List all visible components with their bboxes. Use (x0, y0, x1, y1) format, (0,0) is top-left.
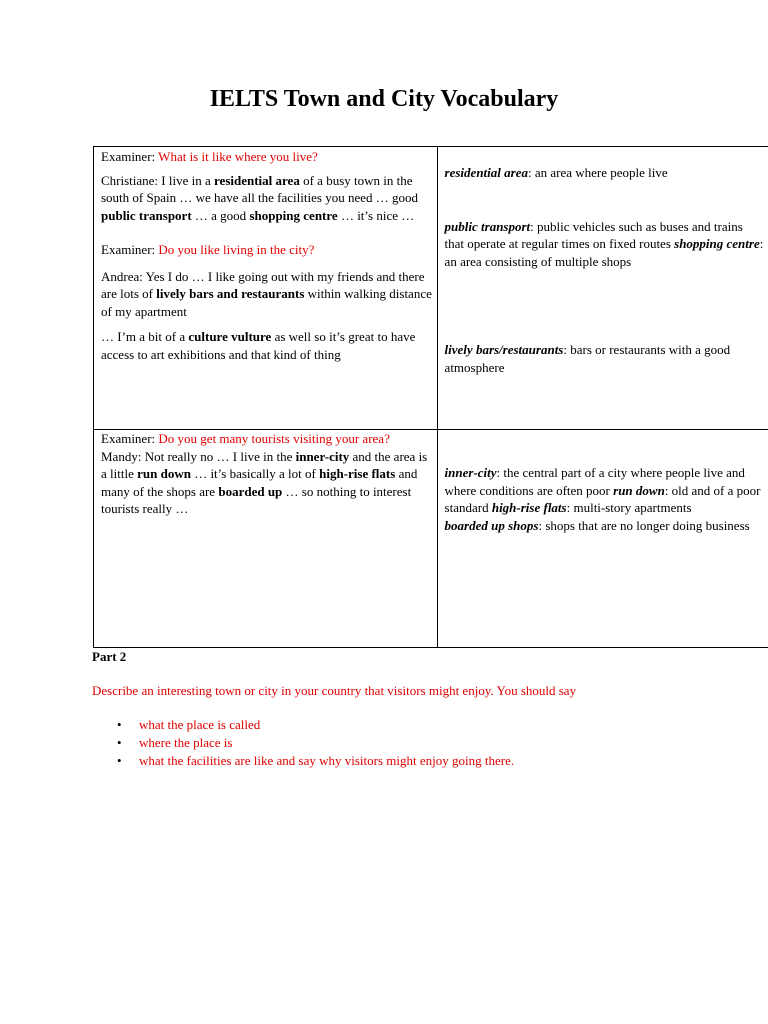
answer-text: … I’m a bit of a (101, 329, 189, 344)
bullet-icon: • (117, 735, 122, 750)
examiner-question (101, 148, 437, 166)
table-row (94, 147, 768, 430)
page-title (0, 86, 768, 113)
answer-text: Andrea: Yes I do … I like going out with my friends and there are lots of (101, 268, 425, 301)
definition-term: inner-city (444, 465, 497, 480)
answer-text: of a busy town in the south of Spain … we have all the facilities you need … good (101, 172, 418, 205)
answer-text: within walking distance of my apartment (101, 286, 432, 319)
candidate-answer (101, 172, 437, 225)
question-text: Do you like living in the city? (158, 242, 315, 257)
speaker-label: Examiner: (101, 242, 159, 257)
definition-term: shopping centre (674, 236, 760, 251)
definition (445, 218, 765, 271)
page-title-text: IELTS Town and City Vocabulary (209, 86, 559, 112)
table-row (94, 430, 768, 648)
question-text: What is it like where you live? (158, 149, 318, 164)
definition-term: lively bars/restaurants (444, 342, 564, 357)
list-item (92, 716, 514, 734)
list-item-text: where the place is (139, 735, 233, 750)
definition (445, 164, 768, 182)
vocab-term: residential area (214, 172, 300, 188)
candidate-answer (101, 328, 437, 363)
bullet-icon: • (117, 717, 122, 732)
speaker-label: Examiner: (101, 431, 159, 446)
answer-text: … so nothing to interest tourists really … (101, 483, 412, 516)
vocab-term: high-rise flats (319, 466, 396, 481)
definitions-cell (437, 147, 768, 430)
definition-term: high-rise flats (491, 500, 567, 515)
answer-text: … it’s nice … (337, 207, 415, 223)
vocab-term: lively bars and restaurants (156, 286, 305, 301)
definition-text: : public vehicles such as buses and trains that operate at regular times on fixed routes (444, 218, 743, 251)
part2-heading: Part 2 (92, 649, 127, 664)
answer-text: and many of the shops are (101, 466, 418, 499)
answer-text: and the area is a little (101, 448, 428, 481)
vocab-term: inner-city (295, 448, 350, 464)
definition-text: : an area consisting of multiple shops (444, 236, 764, 269)
answer-text: … it’s basically a lot of (190, 466, 320, 481)
definition (445, 517, 768, 535)
definition-text: : old and of a poor standard (444, 482, 761, 515)
examiner-question (101, 241, 437, 259)
definition-term: run down (613, 482, 665, 498)
answer-text: Mandy: Not really no … I live in the (101, 448, 296, 464)
definition-text: : the central part of a city where people live and where conditions are often poor (444, 465, 745, 498)
list-item (92, 752, 514, 770)
list-item-text: what the facilities are like and say why visitors might enjoy going there. (139, 753, 515, 768)
definition-term: boarded up shops (444, 517, 539, 533)
speaker-label: Examiner: (101, 149, 159, 164)
vocab-term: public transport (101, 207, 192, 223)
definition-term: public transport (444, 218, 531, 234)
definition-text: : shops that are no longer doing business (538, 517, 750, 533)
definition-text: : multi-story apartments (566, 500, 692, 515)
examiner-question (101, 430, 437, 448)
bullet-icon: • (117, 753, 122, 768)
part2-bullet-list (92, 716, 514, 770)
answer-text: as well so it’s great to have access to art exhibitions and that kind of thing (101, 329, 416, 362)
list-item-text: what the place is called (139, 717, 261, 732)
vocab-term: run down (137, 466, 191, 481)
definition (445, 464, 768, 517)
definition (445, 341, 765, 376)
dialogue-cell (94, 430, 438, 648)
candidate-answer (101, 448, 437, 518)
candidate-answer (101, 268, 437, 321)
answer-text: … a good (191, 207, 250, 223)
definitions-cell (437, 430, 768, 648)
definition-term: residential area (444, 165, 528, 180)
part2-prompt: Describe an interesting town or city in your country that visitors might enjoy. You should say (92, 683, 577, 698)
dialogue-cell (94, 147, 438, 430)
answer-text: Christiane: I live in a (101, 172, 215, 188)
vocab-term: boarded up (218, 483, 283, 499)
vocabulary-table (93, 146, 768, 648)
definition-text: : bars or restaurants with a good atmosphere (444, 342, 731, 375)
vocab-term: culture vulture (188, 329, 272, 344)
definition-text: : an area where people live (527, 165, 668, 180)
list-item (92, 734, 514, 752)
vocab-term: shopping centre (249, 207, 338, 223)
question-text: Do you get many tourists visiting your area? (158, 431, 390, 446)
